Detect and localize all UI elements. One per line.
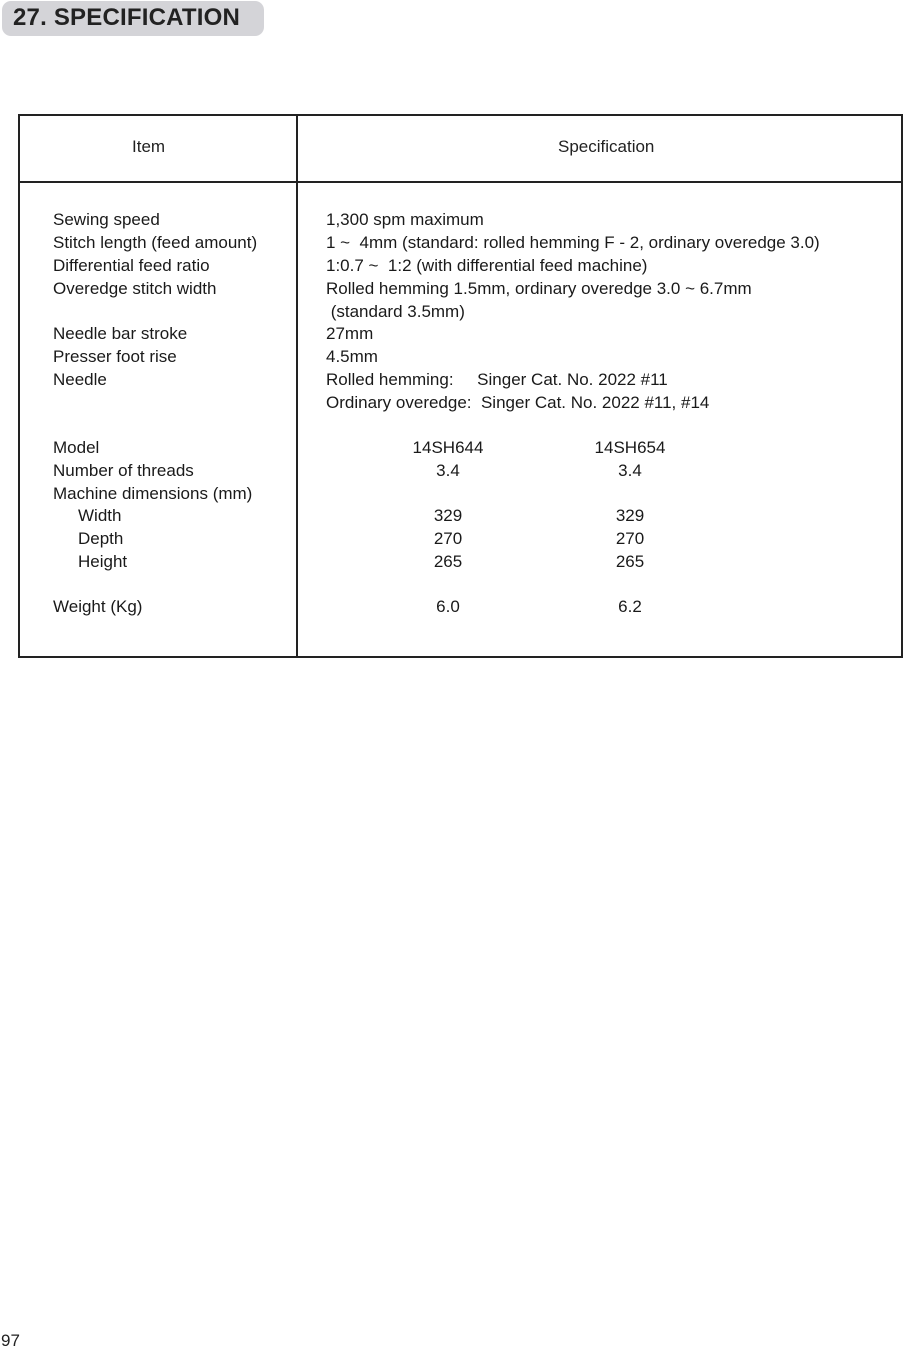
height-value-2: 265 [615, 552, 645, 571]
width-value-1: 329 [433, 506, 463, 525]
threads-value-1: 3.4 [436, 461, 460, 480]
row-needle-bar-stroke-label: Needle bar stroke [53, 324, 188, 343]
row-sewing-speed-label: Sewing speed [53, 210, 160, 229]
spec-table [18, 114, 903, 658]
section-title: 27. SPECIFICATION [13, 4, 240, 31]
width-value-2: 329 [615, 506, 645, 525]
weight-label: Weight (Kg) [53, 597, 143, 616]
weight-value-2: 6.2 [618, 597, 642, 616]
row-differential-feed-value: 1:0.7 ~ 1:2 (with differential feed machine) [326, 256, 648, 275]
depth-label: Depth [78, 529, 124, 548]
column-divider [296, 116, 298, 656]
model-name-1: 14SH644 [412, 438, 484, 457]
row-stitch-length-label: Stitch length (feed amount) [53, 233, 258, 252]
width-label: Width [78, 506, 122, 525]
row-needle-bar-stroke-value: 27mm [326, 324, 374, 343]
dimensions-label: Machine dimensions (mm) [53, 484, 253, 503]
model-label: Model [53, 438, 100, 457]
row-presser-foot-rise-label: Presser foot rise [53, 347, 177, 366]
depth-value-1: 270 [433, 529, 463, 548]
row-overedge-width-label: Overedge stitch width [53, 279, 217, 298]
weight-value-1: 6.0 [436, 597, 460, 616]
row-needle-label: Needle [53, 370, 107, 389]
depth-value-2: 270 [615, 529, 645, 548]
header-divider [20, 181, 901, 183]
row-sewing-speed-value: 1,300 spm maximum [326, 210, 484, 229]
height-label: Height [78, 552, 128, 571]
row-stitch-length-value: 1 ~ 4mm (standard: rolled hemming F - 2, ordinary overedge 3.0) [326, 233, 820, 252]
model-name-2: 14SH654 [594, 438, 666, 457]
threads-label: Number of threads [53, 461, 194, 480]
row-needle-value-cont: Ordinary overedge: Singer Cat. No. 2022 #11, #14 [326, 393, 710, 412]
row-presser-foot-rise-value: 4.5mm [326, 347, 378, 366]
row-overedge-width-value-cont: (standard 3.5mm) [326, 302, 465, 321]
threads-value-2: 3.4 [618, 461, 642, 480]
header-specification: Specification [558, 137, 655, 156]
row-overedge-width-value: Rolled hemming 1.5mm, ordinary overedge 3.0 ~ 6.7mm [326, 279, 752, 298]
header-item: Item [132, 137, 166, 156]
height-value-1: 265 [433, 552, 463, 571]
page-number: 97 [1, 1331, 20, 1350]
row-needle-value: Rolled hemming: Singer Cat. No. 2022 #11 [326, 370, 668, 389]
row-differential-feed-label: Differential feed ratio [53, 256, 210, 275]
